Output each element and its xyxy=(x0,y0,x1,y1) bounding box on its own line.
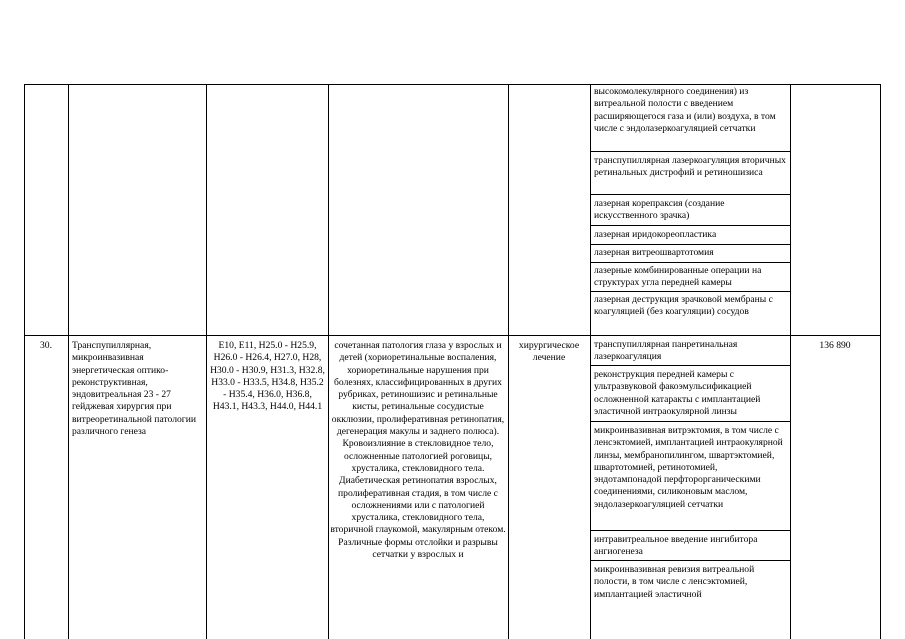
method-divider xyxy=(590,151,790,152)
method-cell: транспупиллярная панретинальная лазеркоагуляция xyxy=(594,339,738,363)
table-border-right xyxy=(880,84,881,639)
method-divider xyxy=(590,194,790,195)
method-cell: лазерная витреошвартотомия xyxy=(594,247,714,258)
row-number: 30. xyxy=(40,340,52,351)
method-cell: интравитреальное введение ингибитора ангиогенеза xyxy=(594,534,758,558)
column-divider xyxy=(590,84,591,639)
method-divider xyxy=(590,225,790,226)
method-cell: лазерная корепраксия (создание искусственного зрачка) xyxy=(594,198,725,222)
column-divider xyxy=(790,84,791,639)
treatment-type: хирургическое лечение xyxy=(518,340,580,364)
patient-model: сочетанная патология глаза у взрослых и детей (хориоретинальные воспаления, хориоретинальные нарушения при болезнях, классифицированных в других рубриках, ретиношизис и ретинальные кисты, ретинальные сосудистые окклюзии, пролиферативная ретинопатия, дегенерация макулы и заднего полюса). Кровоизлияние в стекловидное тело, осложненные патологией роговицы, хрусталика, стекловидного тела. Диабетическая ретинопатия взрослых, пролиферативная стадия, в том числе с осложнениями или с патологией хрусталика, стекловидного тела, вторичной глаукомой, макулярным отеком. Различные формы отслойки и разрывы сетчатки у взрослых и xyxy=(330,340,506,561)
column-divider xyxy=(206,84,207,639)
service-name: Транспупиллярная, микроинвазивная энергетическая оптико-реконструктивная, эндовитреальная 23 - 27 гейджевая хирургия при витреоретинальной патологии различного генеза xyxy=(72,340,196,438)
column-divider xyxy=(68,84,69,639)
method-divider xyxy=(590,291,790,292)
method-cell: лазерная иридокореопластика xyxy=(594,229,717,240)
method-divider xyxy=(590,365,790,366)
method-cell: транспупиллярная лазеркоагуляция вторичных ретинальных дистрофий и ретиношизиса xyxy=(594,155,786,179)
table-border-left xyxy=(24,84,25,639)
method-divider xyxy=(590,530,790,531)
service-cost: 136 890 xyxy=(819,340,851,351)
column-divider xyxy=(508,84,509,639)
method-cell: лазерная деструкция зрачковой мембраны с коагуляцией (без коагуляции) сосудов xyxy=(594,294,773,318)
method-divider xyxy=(590,262,790,263)
method-divider xyxy=(590,244,790,245)
method-cell: высокомолекулярного соединения) из витреальной полости с введением расширяющегося газа и (или) воздуха, в том числе с эндолазеркоагуляцией сетчатки xyxy=(594,86,776,134)
method-cell: лазерные комбинированные операции на структурах угла передней камеры xyxy=(594,265,762,289)
table-border-top xyxy=(24,84,881,85)
method-cell: реконструкция передней камеры с ультразвуковой факоэмульсификацией осложненной катаракты с имплантацией эластичной интраокулярной линзы xyxy=(594,369,761,417)
method-cell: микроинвазивная ревизия витреальной полости, в том числе с ленсэктомией, имплантацией эластичной xyxy=(594,564,755,600)
method-divider xyxy=(590,560,790,561)
row-divider xyxy=(24,335,881,336)
column-divider xyxy=(328,84,329,639)
method-divider xyxy=(590,421,790,422)
icd-codes: E10, E11, H25.0 - H25.9, H26.0 - H26.4, H27.0, H28, H30.0 - H30.9, H31.3, H32.8, H33.0 - H33.5, H34.8, H35.2 - H35.4, H36.0, H36.8, H43.1, H43.3, H44.0, H44.1 xyxy=(210,340,325,413)
method-cell: микроинвазивная витрэктомия, в том числе с ленсэктомией, имплантацией интраокулярной линзы, мембранопилингом, швартэктомией, швартотомией, ретинотомией, эндотампонадой перфторорганическими соединениями, силиконовым маслом, эндолазеркоагуляцией сетчатки xyxy=(594,425,783,510)
